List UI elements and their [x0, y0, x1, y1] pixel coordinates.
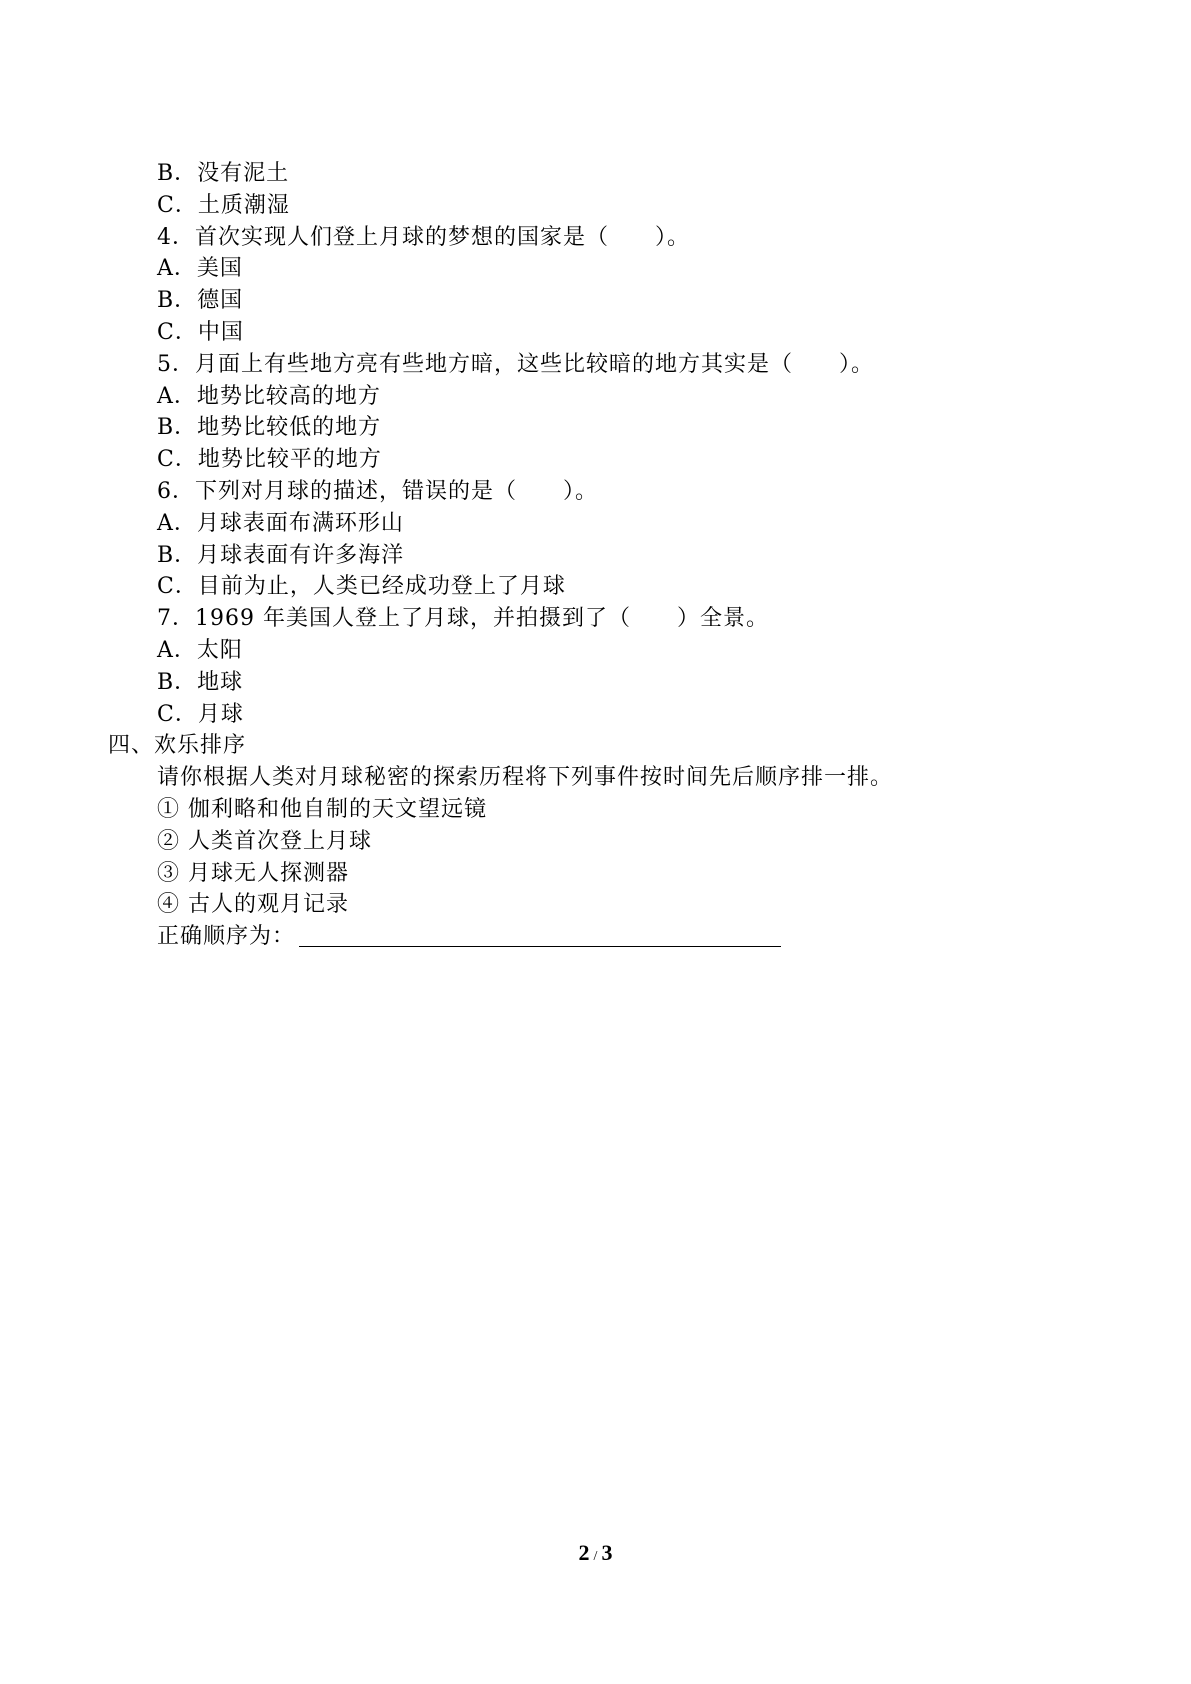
question-4: 4．首次实现人们登上月球的梦想的国家是（ ）。: [157, 224, 690, 250]
sorting-item-2: ② 人类首次登上月球: [157, 828, 372, 854]
option-5b: B．地势比较低的地方: [157, 415, 382, 441]
question-7: 7．1969 年美国人登上了月球，并拍摄到了（ ）全景。: [157, 606, 769, 632]
option-7a: A．太阳: [157, 637, 243, 663]
page-separator: /: [593, 1549, 598, 1564]
option-5c: C．地势比较平的地方: [157, 447, 382, 473]
sorting-instruction: 请你根据人类对月球秘密的探索历程将下列事件按时间先后顺序排一排。: [157, 765, 894, 791]
sorting-item-4: ④ 古人的观月记录: [157, 892, 349, 918]
option-6b: B．月球表面有许多海洋: [157, 542, 405, 568]
sorting-item-3: ③ 月球无人探测器: [157, 860, 349, 886]
sorting-item-1: ① 伽利略和他自制的天文望远镜: [157, 796, 487, 822]
page-number: [0, 1540, 1191, 1566]
option-7b: B．地球: [157, 669, 244, 695]
question-5: 5．月面上有些地方亮有些地方暗，这些比较暗的地方其实是（ ）。: [157, 351, 874, 377]
option-7c: C．月球: [157, 701, 244, 727]
option-5a: A．地势比较高的地方: [157, 383, 381, 409]
option-4a: A．美国: [157, 256, 243, 282]
page-current: 2: [578, 1540, 590, 1565]
page-content: [0, 158, 1191, 953]
question-6: 6．下列对月球的描述，错误的是（ ）。: [157, 478, 598, 504]
option-4b: B．德国: [157, 288, 244, 314]
option-3c: C．土质潮湿: [157, 192, 290, 218]
option-4c: C．中国: [157, 319, 244, 345]
answer-row: [0, 921, 1191, 953]
section-heading-4: 四、欢乐排序: [108, 733, 247, 759]
option-6c: C．目前为止，人类已经成功登上了月球: [157, 574, 566, 600]
option-3b: B．没有泥土: [157, 161, 290, 186]
page-total: 3: [601, 1540, 613, 1565]
answer-blank-line[interactable]: [299, 922, 781, 947]
option-6a: A．月球表面布满环形山: [157, 510, 404, 536]
answer-label: 正确顺序为：: [157, 924, 296, 950]
